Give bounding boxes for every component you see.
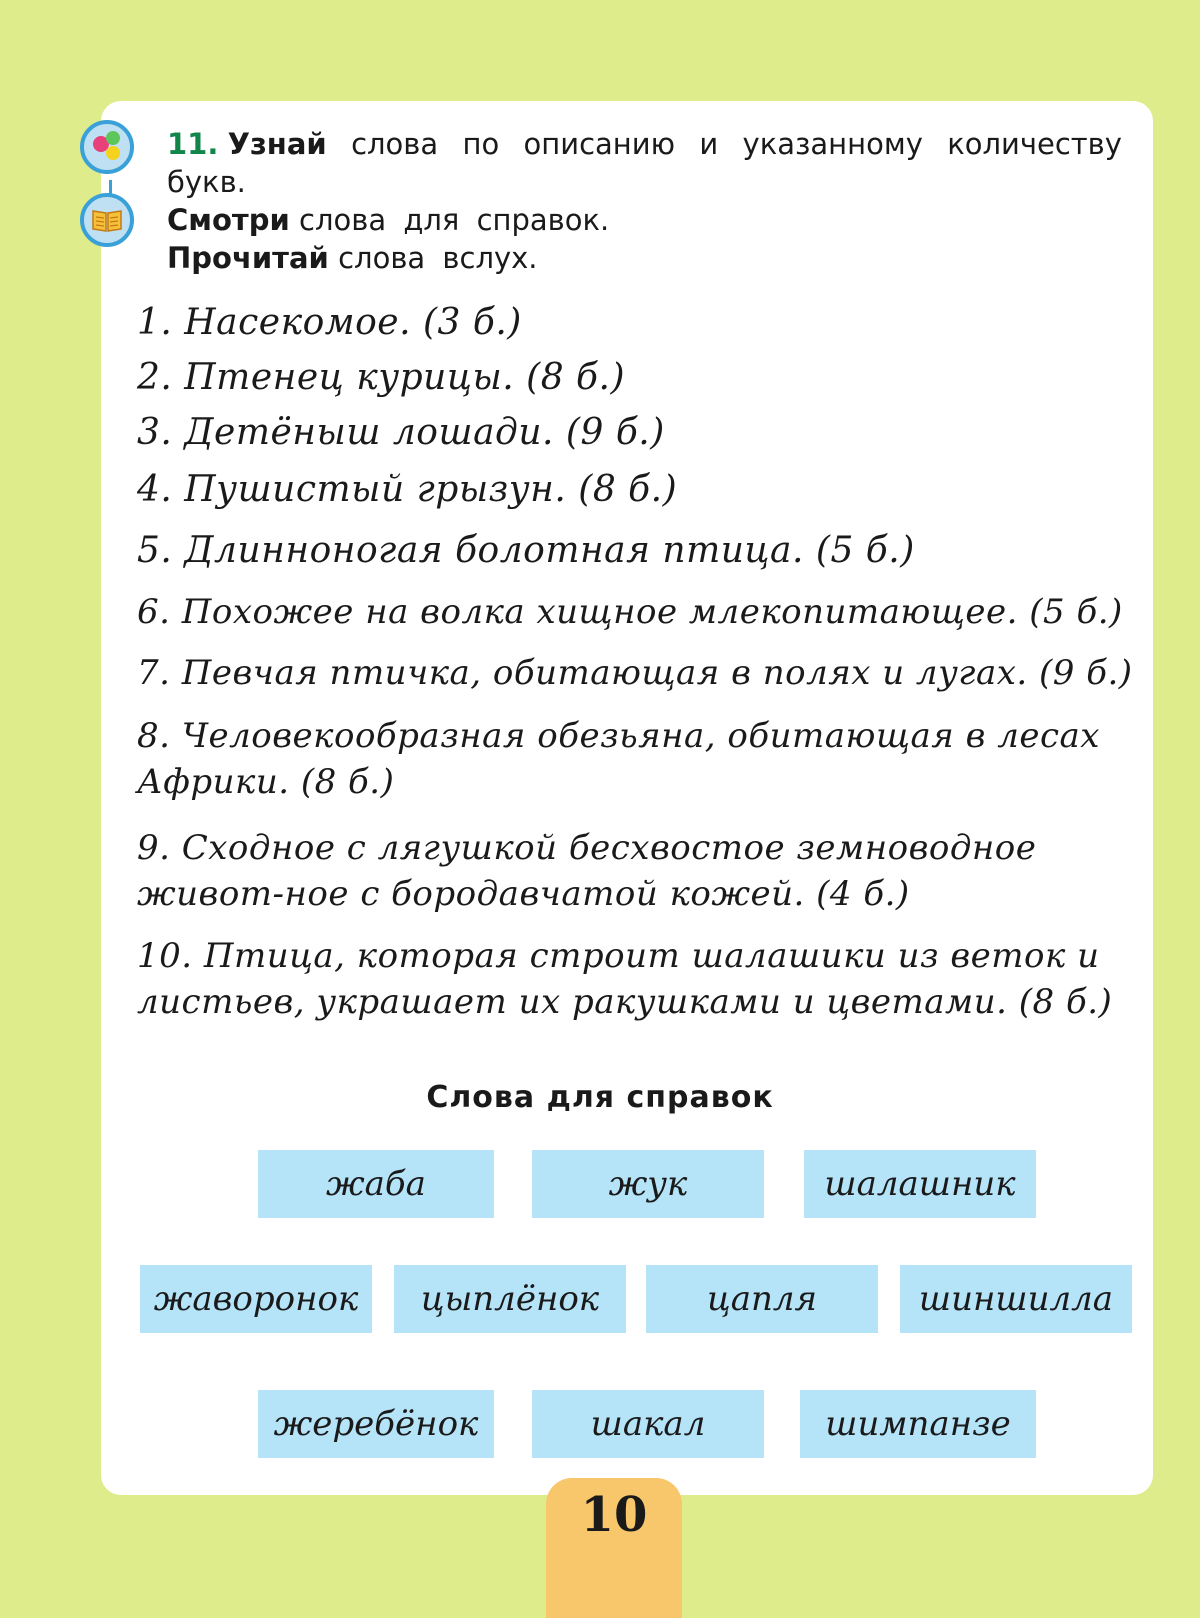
task-line-3-rest: слова для справок. (299, 203, 610, 237)
colored-dots-icon (80, 120, 134, 174)
task-word: описанию (523, 127, 676, 161)
reference-word: жаворонок (140, 1265, 372, 1333)
task-line-4 (167, 239, 1122, 277)
task-line-2: букв. (167, 165, 246, 199)
task-instructions (167, 125, 1122, 277)
reference-word: цыплёнок (394, 1265, 626, 1333)
task-word: количеству (947, 127, 1122, 161)
list-item: 8. Человекообразная обезьяна, обитающая в лесах Африки. (8 б.) (137, 716, 1100, 802)
list-item: 10. Птица, которая строит шалашики из веток и листьев, украшает их ракушками и цветами. (8 б.) (137, 936, 1113, 1022)
list-item: 3. Детёныш лошади. (9 б.) (137, 412, 665, 453)
reference-word: жаба (258, 1150, 494, 1218)
list-item: 2. Птенец курицы. (8 б.) (137, 357, 625, 398)
list-item: 7. Певчая птичка, обитающая в полях и лугах. (9 б.) (137, 653, 1133, 693)
list-item: 1. Насекомое. (3 б.) (137, 302, 522, 343)
reference-word: шиншилла (900, 1265, 1132, 1333)
task-word: и (699, 127, 719, 161)
list-item: 9. Сходное с лягушкой бесхвостое земноводное живот-ное с бородавчатой кожей. (4 б.) (137, 828, 1037, 914)
page-number: 10 (580, 1487, 648, 1543)
task-line-1 (167, 125, 1122, 163)
list-item: 4. Пушистый грызун. (8 б.) (137, 469, 678, 510)
reference-word: жук (532, 1150, 764, 1218)
task-number: 11. (167, 127, 219, 161)
reference-word: шалашник (804, 1150, 1036, 1218)
list-item: 6. Похожее на волка хищное млекопитающее. (5 б.) (137, 592, 1123, 632)
reference-word: шимпанзе (800, 1390, 1036, 1458)
task-word: указанному (742, 127, 923, 161)
task-verb-recognize: Узнай (227, 127, 327, 161)
reference-word: шакал (532, 1390, 764, 1458)
task-lead (167, 125, 327, 163)
reference-title: Слова для справок (426, 1080, 774, 1115)
task-line-4-rest: слова вслух. (338, 241, 538, 275)
reference-word: жеребёнок (258, 1390, 494, 1458)
list-item: 5. Длинноногая болотная птица. (5 б.) (137, 530, 915, 571)
task-line-3 (167, 201, 1122, 239)
task-verb-read: Прочитай (167, 241, 329, 275)
task-word: по (462, 127, 500, 161)
reference-word: цапля (646, 1265, 878, 1333)
task-word: слова (351, 127, 439, 161)
book-icon (80, 193, 134, 247)
task-verb-look: Смотри (167, 203, 290, 237)
